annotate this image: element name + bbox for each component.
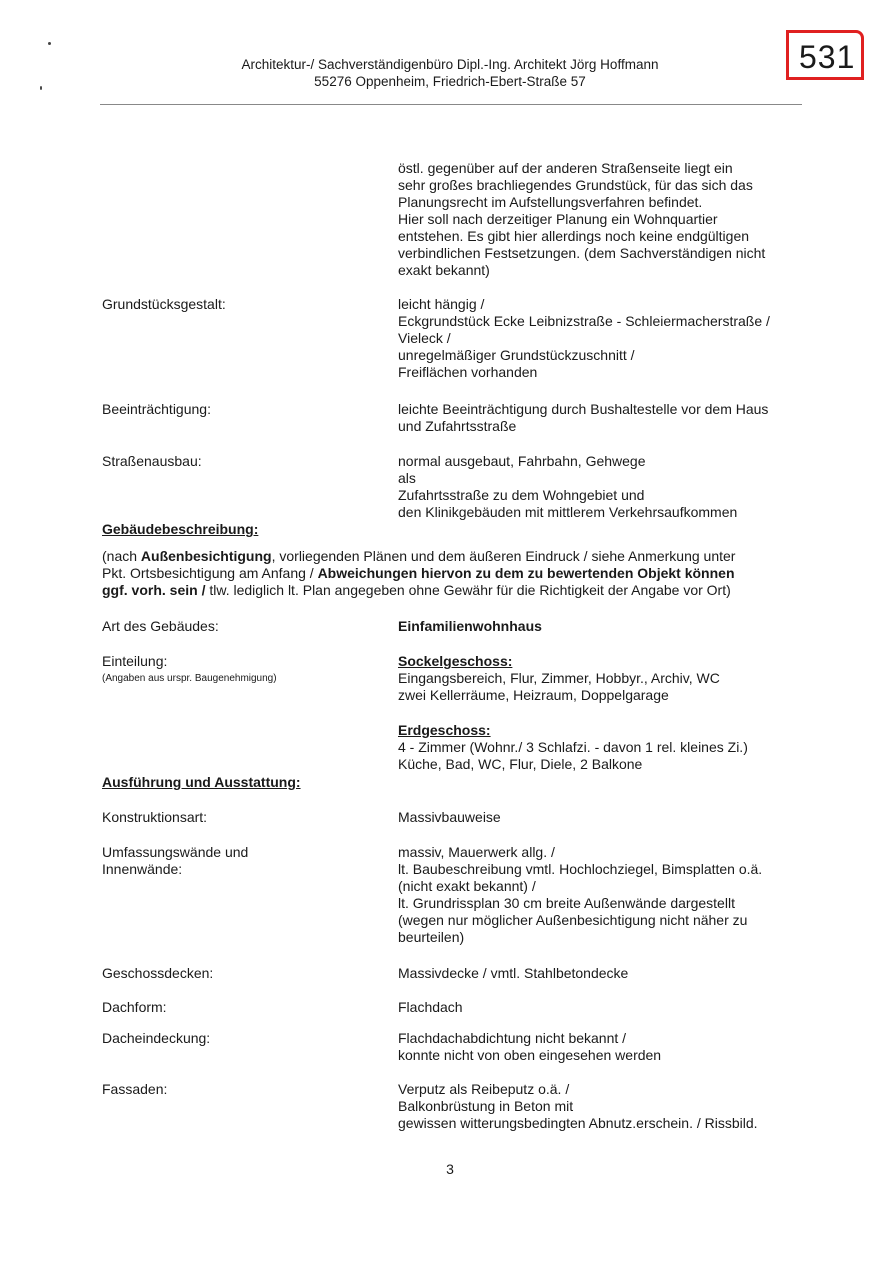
konstruktion-value: Massivbauweise [398,809,501,825]
text-line: Umfassungswände und [102,844,249,860]
text-line: lt. Baubeschreibung vmtl. Hochlochziegel, Bimsplatten o.ä. [398,861,763,877]
fassaden-value [398,1081,808,1132]
text-line: Zufahrtsstraße zu dem Wohngebiet und [398,487,645,503]
text-line: beurteilen) [398,929,465,945]
header-divider [100,104,802,105]
note-bold: Abweichungen hiervon zu dem zu bewertenden Objekt können [317,565,735,581]
grundstueck-label: Grundstücksgestalt: [102,296,226,312]
text-line: leicht hängig / [398,296,485,312]
intro-paragraph [398,160,808,279]
text-line: leichte Beeinträchtigung durch Bushaltestelle vor dem Haus [398,401,769,417]
section-heading-ausfuehrung: Ausführung und Ausstattung: [102,774,301,790]
note-line-3 [102,582,802,599]
page-number: 3 [446,1161,454,1177]
einteilung-erd [398,722,808,773]
waende-label [102,844,248,878]
text-line: und Zufahrtsstraße [398,418,517,434]
note-text: (nach [102,548,141,564]
text-line: Freiflächen vorhanden [398,364,538,380]
text-line: als [398,470,416,486]
beeintraechtigung-label: Beeinträchtigung: [102,401,211,417]
decken-label: Geschossdecken: [102,965,214,981]
text-line: Planungsrecht im Aufstellungsverfahren befindet. [398,194,703,210]
text-line: konnte nicht von oben eingesehen werden [398,1047,662,1063]
text-line: Hier soll nach derzeitiger Planung ein Wohnquartier [398,211,718,227]
letterhead-line-1: Architektur-/ Sachverständigenbüro Dipl.-Ing. Architekt Jörg Hoffmann [241,57,659,72]
dachform-label: Dachform: [102,999,167,1015]
text-line: Flachdachabdichtung nicht bekannt / [398,1030,627,1046]
note-bold: ggf. vorh. sein / [102,582,206,598]
text-line: Vieleck / [398,330,451,346]
scan-speck [40,86,42,90]
text-line: (nicht exakt bekannt) / [398,878,536,894]
dacheindeckung-value [398,1030,808,1064]
text-line: Küche, Bad, WC, Flur, Diele, 2 Balkone [398,756,643,772]
einteilung-label: Einteilung: [102,653,168,669]
section-heading-gebaeude: Gebäudebeschreibung: [102,521,259,537]
text-line: gewissen witterungsbedingten Abnutz.erschein. / Rissbild. [398,1115,758,1131]
text-line: massiv, Mauerwerk allg. / [398,844,555,860]
text-line: sehr großes brachliegendes Grundstück, für das sich das [398,177,753,193]
art-value: Einfamilienwohnhaus [398,618,542,634]
text-line: zwei Kellerräume, Heizraum, Doppelgarage [398,687,669,703]
note-line-2 [102,565,802,582]
text-line: den Klinikgebäuden mit mittlerem Verkehrsaufkommen [398,504,738,520]
text-line: Verputz als Reibeputz o.ä. / [398,1081,570,1097]
text-line: verbindlichen Festsetzungen. (dem Sachverständigen nicht [398,245,766,261]
erd-heading: Erdgeschoss: [398,722,491,738]
beeintraechtigung-value [398,401,808,435]
dacheindeckung-label: Dacheindeckung: [102,1030,211,1046]
einteilung-sublabel: (Angaben aus urspr. Baugenehmigung) [102,673,277,684]
gebaeude-note [102,548,802,599]
page-stamp-number: 531 [799,39,856,75]
text-line: Eingangsbereich, Flur, Zimmer, Hobbyr., Archiv, WC [398,670,720,686]
letterhead-line-2: 55276 Oppenheim, Friedrich-Ebert-Straße 57 [314,74,586,89]
dachform-value: Flachdach [398,999,463,1015]
strassenausbau-label: Straßenausbau: [102,453,202,469]
decken-value: Massivdecke / vmtl. Stahlbetondecke [398,965,629,981]
page-stamp-badge [786,30,864,80]
waende-value [398,844,808,946]
text-line: Innenwände: [102,861,183,877]
text-line: östl. gegenüber auf der anderen Straßenseite liegt ein [398,160,733,176]
text-line: lt. Grundrissplan 30 cm breite Außenwände dargestellt [398,895,735,911]
note-text: , vorliegenden Plänen und dem äußeren Eindruck / siehe Anmerkung unter [271,548,736,564]
konstruktion-label: Konstruktionsart: [102,809,208,825]
art-label: Art des Gebäudes: [102,618,219,634]
note-text: Pkt. Ortsbesichtigung am Anfang / [102,565,318,581]
letterhead [100,56,800,90]
einteilung-sockel [398,653,808,704]
text-line: (wegen nur möglicher Außenbesichtigung nicht näher zu [398,912,748,928]
text-line: exakt bekannt) [398,262,490,278]
sockel-heading: Sockelgeschoss: [398,653,513,669]
note-text: tlw. lediglich lt. Plan angegeben ohne Gewähr für die Richtigkeit der Angabe vor Ort) [205,582,731,598]
text-line: entstehen. Es gibt hier allerdings noch keine endgültigen [398,228,750,244]
note-line-1 [102,548,802,565]
scan-speck [48,42,51,45]
note-bold: Außenbesichtigung [140,548,272,564]
text-line: Eckgrundstück Ecke Leibnizstraße - Schleiermacherstraße / [398,313,770,329]
fassaden-label: Fassaden: [102,1081,168,1097]
text-line: unregelmäßiger Grundstückzuschnitt / [398,347,635,363]
text-line: Balkonbrüstung in Beton mit [398,1098,574,1114]
strassenausbau-value [398,453,808,521]
text-line: normal ausgebaut, Fahrbahn, Gehwege [398,453,646,469]
grundstueck-value [398,296,808,381]
text-line: 4 - Zimmer (Wohnr./ 3 Schlafzi. - davon 1 rel. kleines Zi.) [398,739,748,755]
